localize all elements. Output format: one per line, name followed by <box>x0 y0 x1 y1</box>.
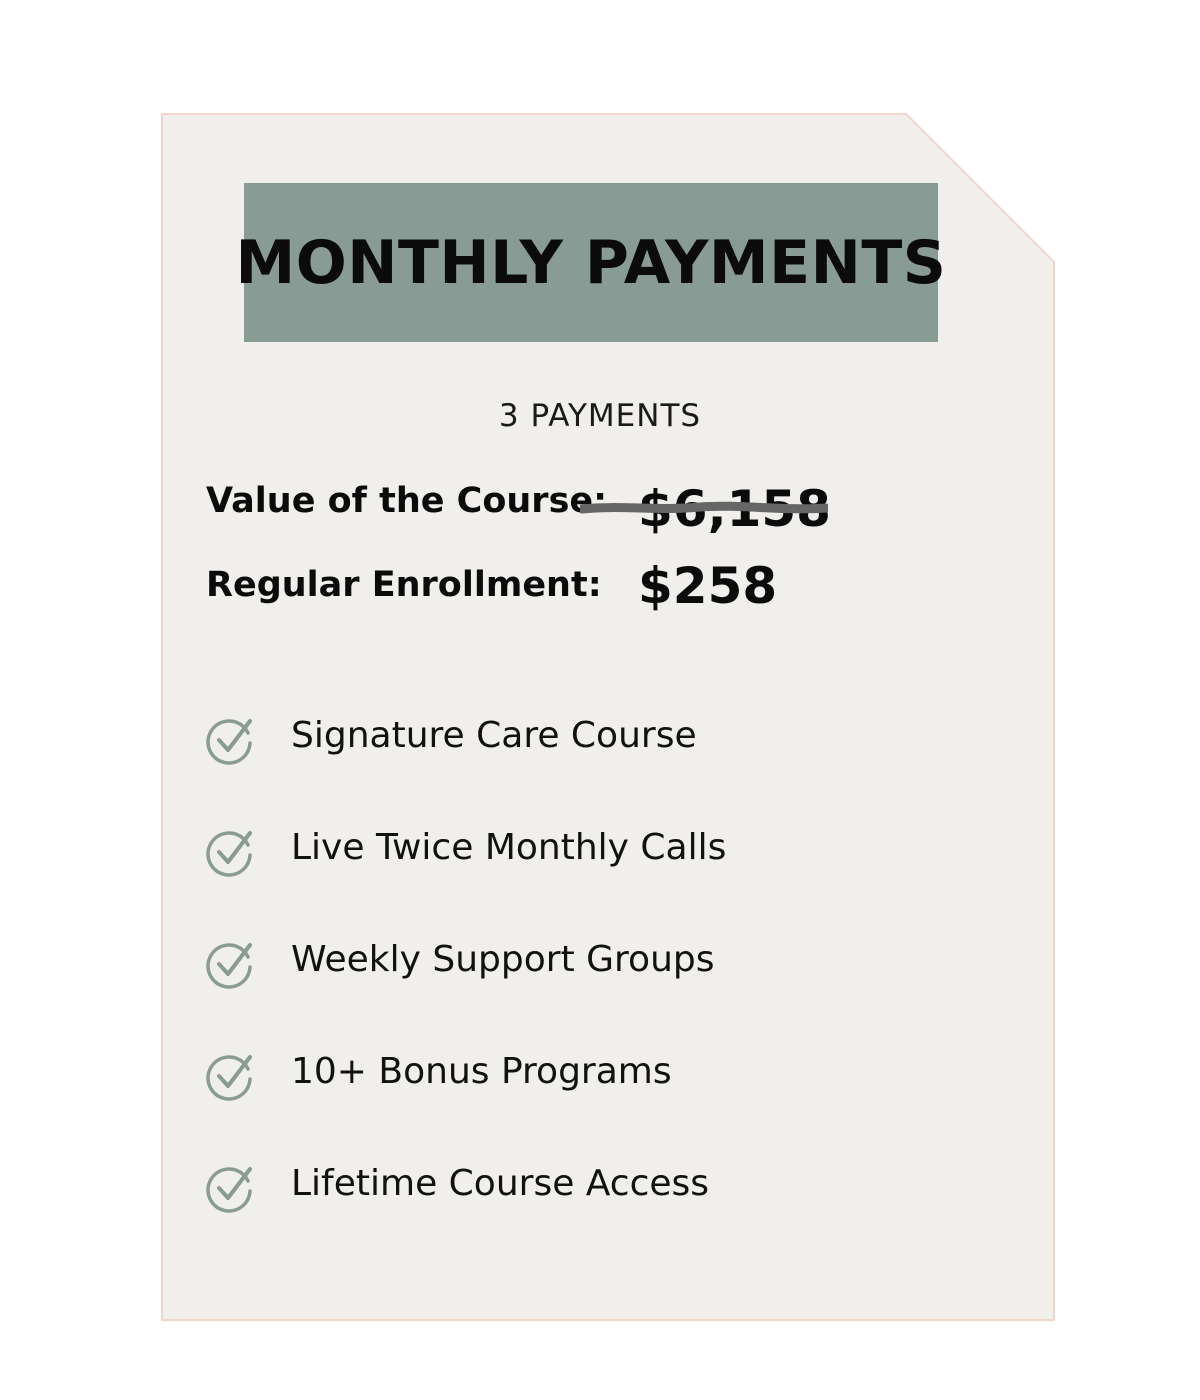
feature-label: Signature Care Course <box>291 715 697 756</box>
check-circle-icon <box>204 939 256 991</box>
check-circle-icon <box>204 1051 256 1103</box>
header-band <box>235 183 947 342</box>
strikethrough-mark <box>580 499 828 519</box>
feature-item <box>204 700 964 812</box>
payments-count: 3 PAYMENTS <box>498 398 702 434</box>
page-title: MONTHLY PAYMENTS <box>235 227 947 298</box>
feature-label: Lifetime Course Access <box>291 1163 710 1204</box>
course-value-label: Value of the Course: <box>206 481 608 521</box>
feature-label: Live Twice Monthly Calls <box>291 827 727 868</box>
check-circle-icon <box>204 715 256 767</box>
feature-label: 10+ Bonus Programs <box>291 1051 672 1092</box>
check-circle-icon <box>204 827 256 879</box>
regular-enrollment-amount: $258 <box>638 557 778 615</box>
feature-label: Weekly Support Groups <box>291 939 715 980</box>
course-value-amount: $6,158 <box>638 480 831 538</box>
check-circle-icon <box>204 1163 256 1215</box>
feature-item <box>204 1036 964 1148</box>
feature-item <box>204 924 964 1036</box>
feature-list <box>204 700 964 1260</box>
regular-enrollment-label: Regular Enrollment: <box>206 565 602 605</box>
feature-item <box>204 812 964 924</box>
feature-item <box>204 1148 964 1260</box>
